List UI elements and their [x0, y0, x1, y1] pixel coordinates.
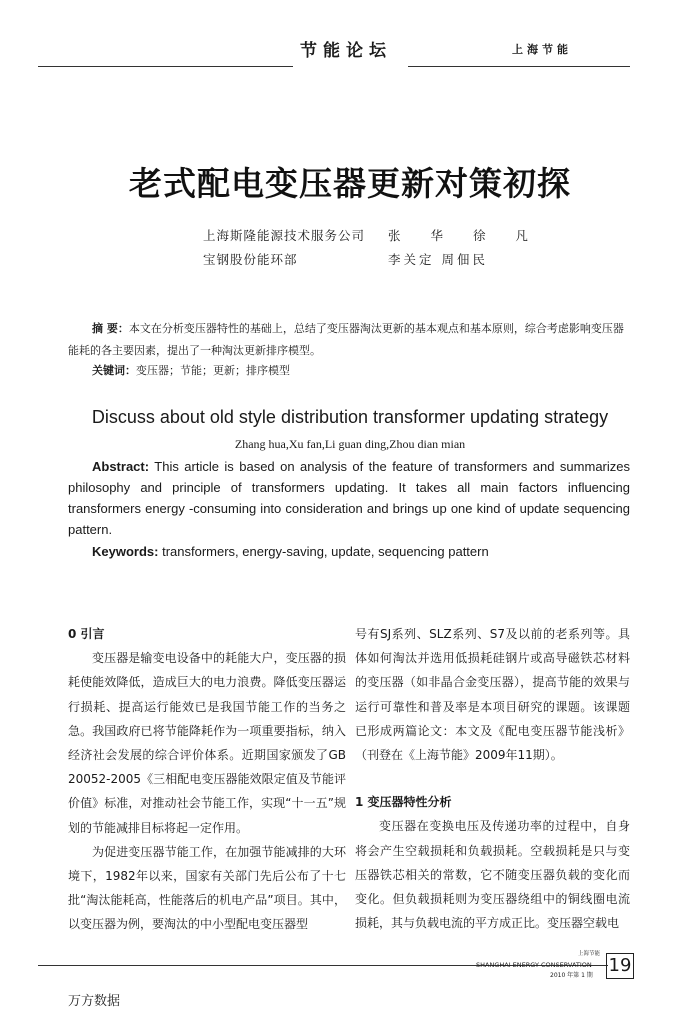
chinese-abstract [68, 318, 634, 362]
journal-name-header: 上海节能 [512, 43, 572, 56]
abstract-label: 摘 要： [92, 322, 129, 335]
author-names-1: 张 华 徐 凡 [388, 228, 534, 243]
body-paragraph: 号有SJ系列、SLZ系列、S7及以前的老系列等。具体如何淘汰并选用低损耗硅钢片或高导磁铁芯材料的变压器（如非晶合金变压器），提高节能的效果与运行可靠性和普及率是本项目研究的课题。该课题已形成两篇论文：本文及《配电变压器节能浅析》（刊登在《上海节能》2009年11期）。 [355, 627, 630, 763]
header-rule-right [408, 66, 630, 67]
english-abstract-label: Abstract: [92, 459, 150, 474]
body-column-left [68, 622, 346, 937]
header-rule-left [38, 66, 293, 67]
footer-journal-en: SHANGHAI ENERGY CONSERVATION [476, 961, 592, 969]
body-paragraph: 变压器在变换电压及传递功率的过程中，自身将会产生空载损耗和负载损耗。空载损耗是只与变压器铁芯相关的常数，它不随变压器负载的变化而变化。但负载损耗则为变压器绕组中的铜线圈电流损耗，其与负载电流的平方成正比。变压器空载电 [355, 819, 630, 931]
page-number: 19 [606, 953, 634, 979]
author-names-2: 李关定 周佃民 [388, 252, 488, 267]
author-org-2: 宝钢股份能环部 [203, 252, 298, 267]
body-paragraph: 变压器是输变电设备中的耗能大户，变压器的损耗使能效降低，造成巨大的电力浪费。降低变压器运行损耗、提高运行能效已是我国节能工作的当务之急。我国政府已将节能降耗作为一项重要指标，纳入经济社会发展的综合评价体系。近期国家颁发了GB 20052-2005《三相配电变压器能效限定值及节能评价值》标准，对推动社会节能工作，实现“十一五”规划的节能减排目标将起一定作用。 [68, 651, 346, 835]
body-paragraph: 为促进变压器节能工作，在加强节能减排的大环境下，1982年以来，国家有关部门先后公布了十七批“淘汰能耗高，性能落后的机电产品”项目。其中，以变压器为例，要淘汰的中小型配电变压器型 [68, 844, 346, 932]
footer-journal-cn: 上海节能 [578, 951, 601, 957]
english-title: Discuss about old style distribution transformer updating strategy [91, 407, 609, 427]
english-abstract [68, 456, 630, 540]
english-abstract-text: This article is based on analysis of the feature of transformers and summarizes philosophy and principle of transformers updating. It takes all main factors influencing transformers energy -consuming into consideration and brings up one kind of update sequencing pattern. [68, 459, 630, 537]
section-heading-analysis: 1 变压器特性分析 [355, 795, 452, 810]
english-keywords [92, 544, 489, 559]
abstract-text: 本文在分析变压器特性的基础上，总结了变压器淘汰更新的基本观点和基本原则，综合考虑影响变压器能耗的各主要因素，提出了一种淘汰更新排序模型。 [68, 322, 624, 357]
english-keywords-text: transformers, energy-saving, update, sequencing pattern [158, 544, 489, 559]
source-watermark: 万方数据 [68, 994, 121, 1009]
body-column-right [355, 622, 630, 935]
chinese-keywords [92, 362, 290, 378]
keywords-text: 变压器；节能；更新；排序模型 [136, 364, 290, 377]
english-keywords-label: Keywords: [92, 544, 159, 559]
keywords-label: 关键词： [92, 364, 136, 377]
author-org-1: 上海斯隆能源技术服务公司 [203, 228, 366, 243]
english-authors: Zhang hua,Xu fan,Li guan ding,Zhou dian mian [234, 437, 466, 451]
article-title: 老式配电变压器更新对策初探 [129, 164, 571, 203]
section-heading-intro: 0 引言 [68, 627, 105, 641]
journal-section-title: 节能论坛 [300, 41, 392, 61]
footer-issue: 2010 年第 1 期 [550, 972, 593, 979]
